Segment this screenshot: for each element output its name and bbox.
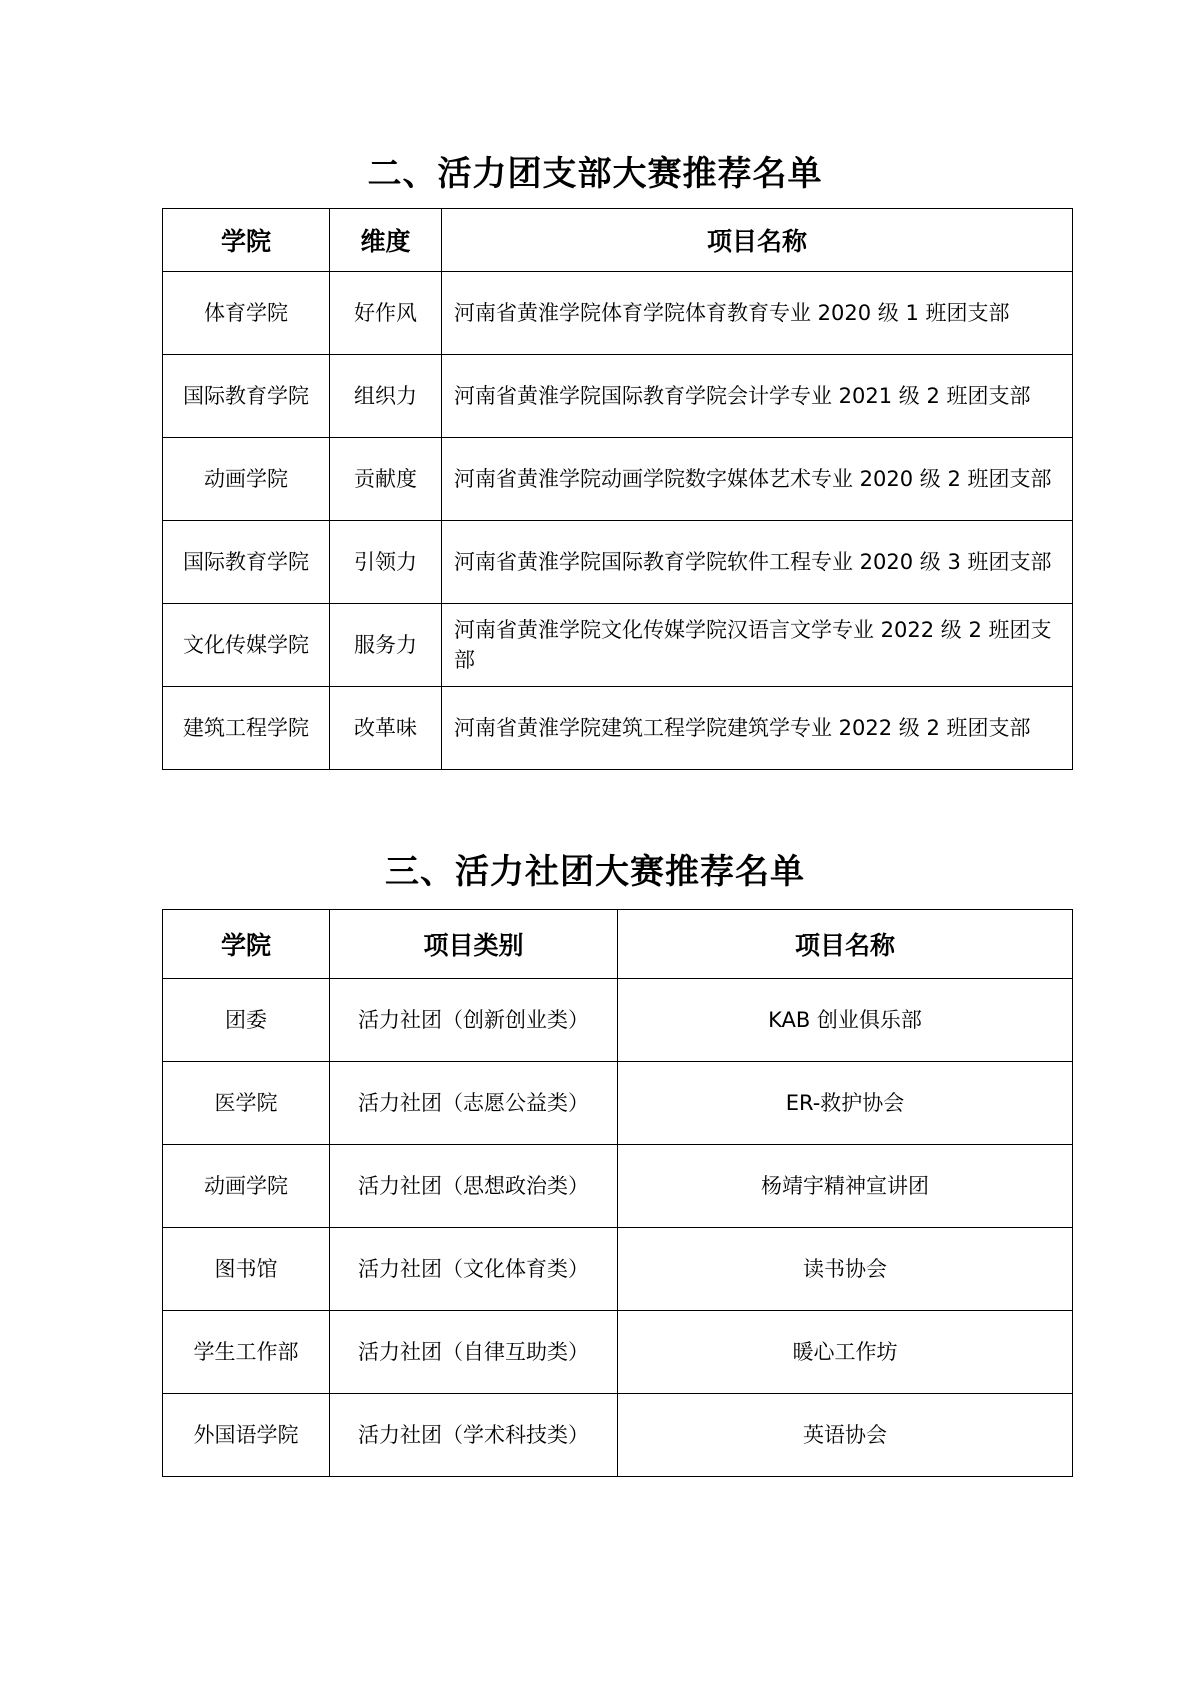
- table-row: [163, 604, 1073, 687]
- dimension-cell: 好作风: [330, 272, 442, 355]
- dimension-cell: 贡献度: [330, 438, 442, 521]
- table-row: [163, 1228, 1073, 1311]
- category-cell: 活力社团（自律互助类）: [330, 1311, 618, 1394]
- table-row: [163, 1311, 1073, 1394]
- college-cell: 国际教育学院: [163, 521, 330, 604]
- college-cell: 建筑工程学院: [163, 687, 330, 770]
- college-cell: 文化传媒学院: [163, 604, 330, 687]
- table-row: [163, 687, 1073, 770]
- column-header-category: 项目类别: [330, 910, 618, 979]
- college-cell: 学生工作部: [163, 1311, 330, 1394]
- project-name-cell: 河南省黄淮学院建筑工程学院建筑学专业 2022 级 2 班团支部: [442, 687, 1073, 770]
- column-header-project-name: 项目名称: [618, 910, 1073, 979]
- dimension-cell: 引领力: [330, 521, 442, 604]
- dimension-cell: 组织力: [330, 355, 442, 438]
- section-2-title: 二、活力团支部大赛推荐名单: [367, 154, 823, 194]
- category-cell: 活力社团（志愿公益类）: [330, 1062, 618, 1145]
- table-row: [163, 1145, 1073, 1228]
- project-name-cell: KAB 创业俱乐部: [618, 979, 1073, 1062]
- youth-league-branch-table: [162, 208, 1073, 770]
- project-name-cell: 暖心工作坊: [618, 1311, 1073, 1394]
- project-name-cell: 河南省黄淮学院国际教育学院会计学专业 2021 级 2 班团支部: [442, 355, 1073, 438]
- column-header-college: 学院: [163, 209, 330, 272]
- column-header-college: 学院: [163, 910, 330, 979]
- college-cell: 外国语学院: [163, 1394, 330, 1477]
- table-row: [163, 438, 1073, 521]
- table-row: [163, 272, 1073, 355]
- project-name-cell: ER-救护协会: [618, 1062, 1073, 1145]
- table-row: [163, 1394, 1073, 1477]
- table-header-row: [163, 209, 1073, 272]
- project-name-cell: 河南省黄淮学院体育学院体育教育专业 2020 级 1 班团支部: [442, 272, 1073, 355]
- table-row: [163, 355, 1073, 438]
- college-cell: 国际教育学院: [163, 355, 330, 438]
- project-name-cell: 河南省黄淮学院文化传媒学院汉语言文学专业 2022 级 2 班团支部: [442, 604, 1073, 687]
- college-cell: 图书馆: [163, 1228, 330, 1311]
- category-cell: 活力社团（文化体育类）: [330, 1228, 618, 1311]
- column-header-dimension: 维度: [330, 209, 442, 272]
- college-cell: 医学院: [163, 1062, 330, 1145]
- project-name-cell: 河南省黄淮学院国际教育学院软件工程专业 2020 级 3 班团支部: [442, 521, 1073, 604]
- table-row: [163, 979, 1073, 1062]
- dimension-cell: 改革味: [330, 687, 442, 770]
- college-cell: 动画学院: [163, 438, 330, 521]
- college-cell: 动画学院: [163, 1145, 330, 1228]
- category-cell: 活力社团（学术科技类）: [330, 1394, 618, 1477]
- category-cell: 活力社团（思想政治类）: [330, 1145, 618, 1228]
- college-cell: 体育学院: [163, 272, 330, 355]
- table-row: [163, 521, 1073, 604]
- project-name-cell: 河南省黄淮学院动画学院数字媒体艺术专业 2020 级 2 班团支部: [442, 438, 1073, 521]
- project-name-cell: 杨靖宇精神宣讲团: [618, 1145, 1073, 1228]
- column-header-project-name: 项目名称: [442, 209, 1073, 272]
- section-3-title: 三、活力社团大赛推荐名单: [385, 852, 805, 892]
- table-header-row: [163, 910, 1073, 979]
- category-cell: 活力社团（创新创业类）: [330, 979, 618, 1062]
- project-name-cell: 读书协会: [618, 1228, 1073, 1311]
- student-club-table: [162, 909, 1073, 1477]
- project-name-cell: 英语协会: [618, 1394, 1073, 1477]
- college-cell: 团委: [163, 979, 330, 1062]
- table-row: [163, 1062, 1073, 1145]
- dimension-cell: 服务力: [330, 604, 442, 687]
